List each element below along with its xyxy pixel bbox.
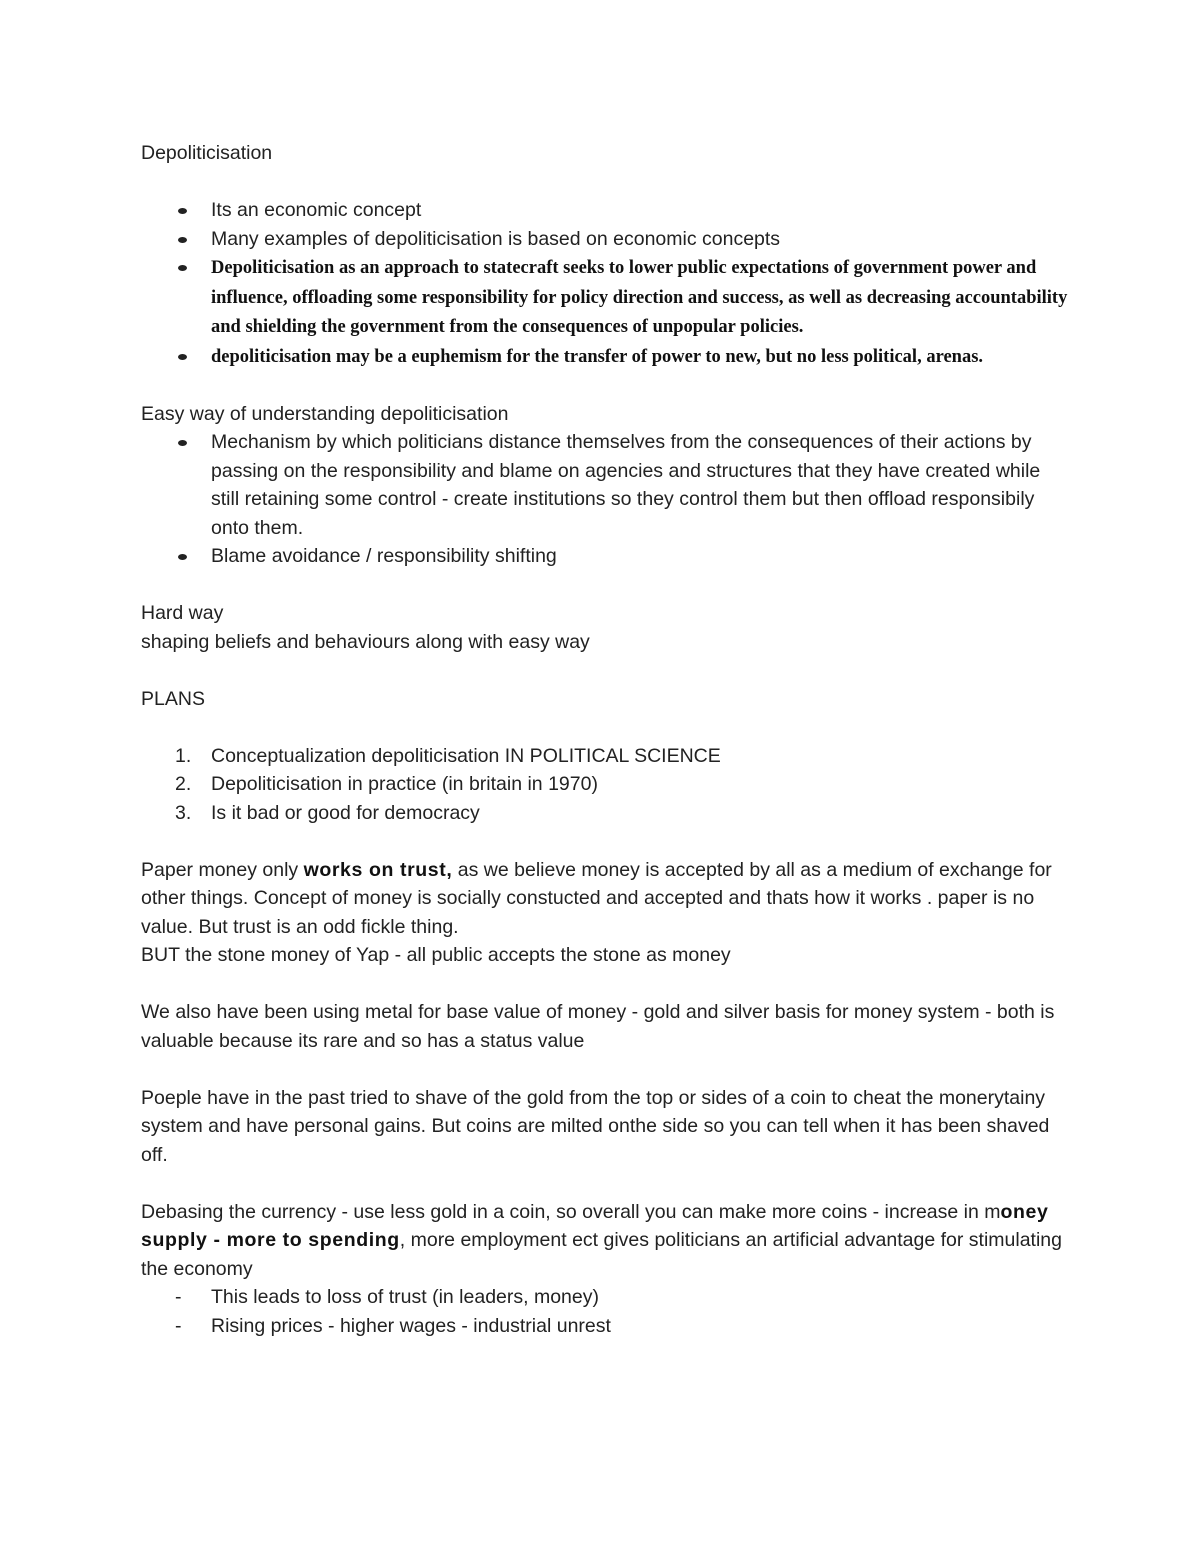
shaving-paragraph: Poeple have in the past tried to shave of the gold from the top or sides of a coin to cheat the monerytainy system and have personal gains. But coins are milted onthe side so you can tell when it has been shaved off.	[141, 1086, 1050, 1166]
easy-way-heading: Easy way of understanding depoliticisation	[141, 402, 509, 425]
list-text: This leads to loss of trust (in leaders, money)	[211, 1286, 599, 1308]
spacer	[141, 713, 1071, 742]
spacer	[141, 970, 1071, 999]
list-text: Is it bad or good for democracy	[211, 801, 480, 824]
spacer	[141, 168, 1071, 197]
list-item	[141, 770, 1071, 799]
list-text: Depoliticisation in practice (in britain in 1970)	[211, 773, 598, 795]
easy-way-bullet-list	[141, 428, 1071, 571]
list-number: 3.	[175, 801, 192, 824]
bullet-icon	[178, 265, 187, 271]
list-item	[141, 1283, 1071, 1312]
bullet-icon	[178, 237, 187, 243]
bullet-icon	[178, 208, 187, 214]
list-text: Rising prices - higher wages - industrial unrest	[211, 1314, 611, 1337]
dash-marker: -	[175, 1286, 182, 1308]
paragraph-text: , more employment ect gives politicians an artificial advantage for stimulating the economy	[141, 1229, 1062, 1280]
spacer	[141, 571, 1071, 600]
spacer	[141, 656, 1071, 685]
list-text: Conceptualization depoliticisation IN POLITICAL SCIENCE	[211, 744, 721, 767]
spacer	[141, 827, 1071, 856]
bullet-text: Many examples of depoliticisation is based on economic concepts	[211, 227, 781, 250]
list-number: 2.	[175, 773, 192, 795]
list-item	[141, 742, 1071, 771]
spacer	[141, 1169, 1071, 1198]
bullet-text: Its an economic concept	[211, 199, 422, 221]
list-number: 1.	[175, 744, 192, 767]
list-item	[141, 1312, 1071, 1341]
list-item	[141, 253, 1071, 342]
spacer	[141, 371, 1071, 400]
list-item	[141, 799, 1071, 828]
spacer	[141, 1055, 1071, 1084]
intro-bullet-list	[141, 196, 1071, 371]
paragraph-text: Paper money only	[141, 858, 304, 881]
hard-way-text: shaping beliefs and behaviours along with easy way	[141, 630, 590, 653]
bullet-icon	[178, 554, 187, 560]
document-body	[141, 139, 1071, 1340]
bullet-text-bold: Depoliticisation as an approach to statecraft seeks to lower public expectations of government power and influence, offloading some responsibility for policy direction and success, as well as decreasing accountability and shielding the government from the consequences of unpopular policies.	[211, 258, 1068, 337]
debasing-dash-list	[141, 1283, 1071, 1340]
list-item	[141, 542, 1071, 571]
paragraph-text: as we believe money is accepted by all as a medium of exchange for other things. Concept of money is socially constucted and accepted and thats how it works . paper is no value. But trust is an odd fickle thing.	[141, 858, 1052, 938]
stone-money-paragraph: BUT the stone money of Yap - all public accepts the stone as money	[141, 944, 731, 966]
plans-heading: PLANS	[141, 687, 205, 710]
metal-paragraph: We also have been using metal for base value of money - gold and silver basis for money system - both is valuable because its rare and so has a status value	[141, 1001, 1055, 1052]
debasing-paragraph	[141, 1198, 1071, 1284]
bullet-text: Blame avoidance / responsibility shifting	[211, 545, 557, 567]
bold-phrase: oney supply - more to spending	[141, 1200, 1049, 1251]
hard-way-heading: Hard way	[141, 602, 224, 624]
plans-numbered-list	[141, 742, 1071, 828]
bullet-text: Mechanism by which politicians distance themselves from the consequences of their actions by passing on the responsibility and blame on agencies and structures that they have created while still retaining some control - create institutions so they control them but then offload responsibily onto them.	[211, 431, 1041, 539]
paper-money-paragraph	[141, 856, 1071, 942]
dash-marker: -	[175, 1314, 182, 1337]
list-item	[141, 225, 1071, 254]
list-item	[141, 342, 1071, 372]
paragraph-text: Debasing the currency - use less gold in a coin, so overall you can make more coins - increase in m	[141, 1200, 1001, 1223]
list-item	[141, 196, 1071, 225]
list-item	[141, 428, 1071, 542]
bullet-icon	[178, 440, 187, 446]
doc-title: Depoliticisation	[141, 142, 273, 164]
bullet-icon	[178, 354, 187, 360]
bold-phrase: works on trust,	[303, 858, 453, 881]
bullet-text-bold: depoliticisation may be a euphemism for the transfer of power to new, but no less political, arenas.	[211, 346, 984, 367]
